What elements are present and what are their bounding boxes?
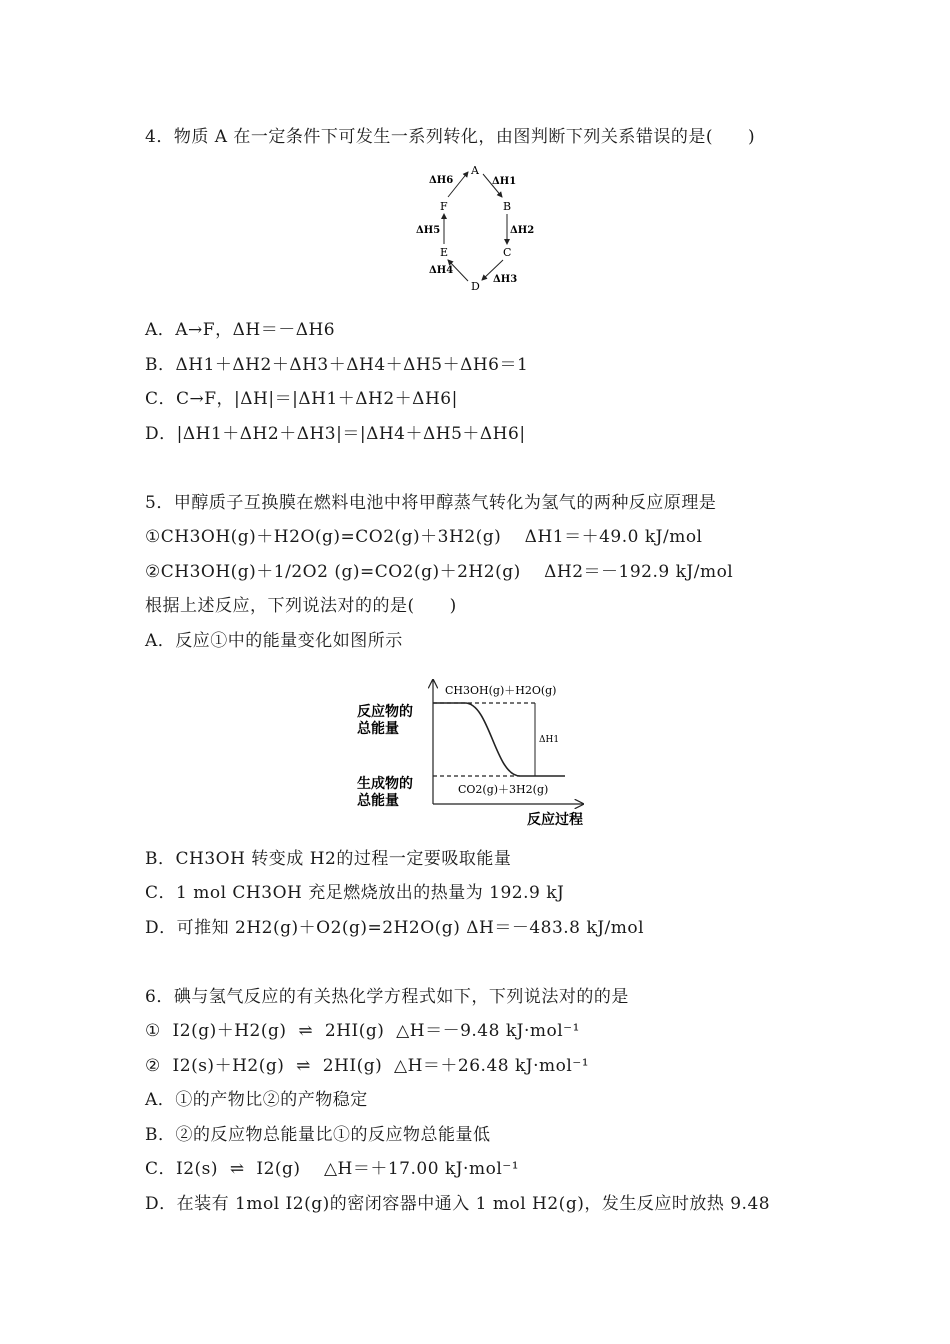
top-species-label: CH3OH(g)＋H2O(g) (445, 684, 557, 697)
q6-equation-2: ② I2(s)＋H2(g) ⇌ 2HI(g) △H＝＋26.48 kJ·mol⁻¹ (145, 1056, 590, 1076)
q4-cycle-diagram (410, 160, 550, 295)
label-dh5: ΔH5 (416, 225, 441, 236)
q6-stem: 6．碘与氢气反应的有关热化学方程式如下，下列说法对的的是 (145, 987, 629, 1007)
q5-energy-diagram (355, 672, 605, 832)
node-b: B (503, 200, 512, 213)
delta-h-label: ΔH1 (539, 735, 560, 745)
label-dh3: ΔH3 (493, 274, 518, 285)
node-d: D (471, 280, 480, 293)
label-dh1: ΔH1 (492, 176, 517, 187)
q4-option-b: B．ΔH1＋ΔH2＋ΔH3＋ΔH4＋ΔH5＋ΔH6＝1 (145, 355, 529, 375)
q4-option-c: C．C→F，|ΔH|＝|ΔH1＋ΔH2＋ΔH6| (145, 389, 458, 409)
q5-question: 根据上述反应，下列说法对的的是( ) (145, 596, 457, 616)
q4-stem: 4．物质 A 在一定条件下可发生一系列转化，由图判断下列关系错误的是( ) (145, 127, 756, 147)
product-energy-label-2: 总能量 (357, 793, 399, 809)
q4-option-d: D．|ΔH1＋ΔH2＋ΔH3|＝|ΔH4＋ΔH5＋ΔH6| (145, 424, 526, 444)
q5-option-c: C．1 mol CH3OH 充足燃烧放出的热量为 192.9 kJ (145, 883, 565, 903)
label-dh6: ΔH6 (429, 175, 454, 186)
q6-option-d: D．在装有 1mol I2(g)的密闭容器中通入 1 mol H2(g)，发生反应时放热 9.48 (145, 1194, 771, 1214)
x-axis-label: 反应过程 (527, 812, 583, 828)
q4-option-a: A．A→F，ΔH＝－ΔH6 (145, 320, 336, 340)
q5-option-b: B．CH3OH 转变成 H2的过程一定要吸取能量 (145, 849, 512, 869)
reactant-energy-label-1: 反应物的 (357, 704, 413, 720)
q5-equation-2: ②CH3OH(g)＋1/2O2 (g)=CO2(g)＋2H2(g) ΔH2＝－192.9 kJ/mol (145, 562, 734, 582)
q5-option-d: D．可推知 2H2(g)＋O2(g)=2H2O(g) ΔH＝－483.8 kJ/mol (145, 918, 645, 938)
node-c: C (503, 246, 512, 259)
label-dh4: ΔH4 (429, 265, 454, 276)
bottom-species-label: CO2(g)＋3H2(g) (458, 783, 549, 796)
node-a: A (471, 164, 479, 177)
q6-option-a: A．①的产物比②的产物稳定 (145, 1090, 368, 1110)
product-energy-label-1: 生成物的 (357, 776, 413, 792)
q5-equation-1: ①CH3OH(g)＋H2O(g)=CO2(g)＋3H2(g) ΔH1＝＋49.0 kJ/mol (145, 527, 703, 547)
label-dh2: ΔH2 (510, 225, 535, 236)
q5-stem: 5．甲醇质子互换膜在燃料电池中将甲醇蒸气转化为氢气的两种反应原理是 (145, 493, 717, 513)
node-f: F (440, 200, 448, 213)
reactant-energy-label-2: 总能量 (357, 721, 399, 737)
q6-option-b: B．②的反应物总能量比①的反应物总能量低 (145, 1125, 491, 1145)
q6-equation-1: ① I2(g)＋H2(g) ⇌ 2HI(g) △H＝－9.48 kJ·mol⁻¹ (145, 1021, 580, 1041)
q5-option-a: A．反应①中的能量变化如图所示 (145, 631, 403, 651)
q6-option-c: C．I2(s) ⇌ I2(g) △H＝＋17.00 kJ·mol⁻¹ (145, 1159, 520, 1179)
node-e: E (440, 246, 449, 259)
